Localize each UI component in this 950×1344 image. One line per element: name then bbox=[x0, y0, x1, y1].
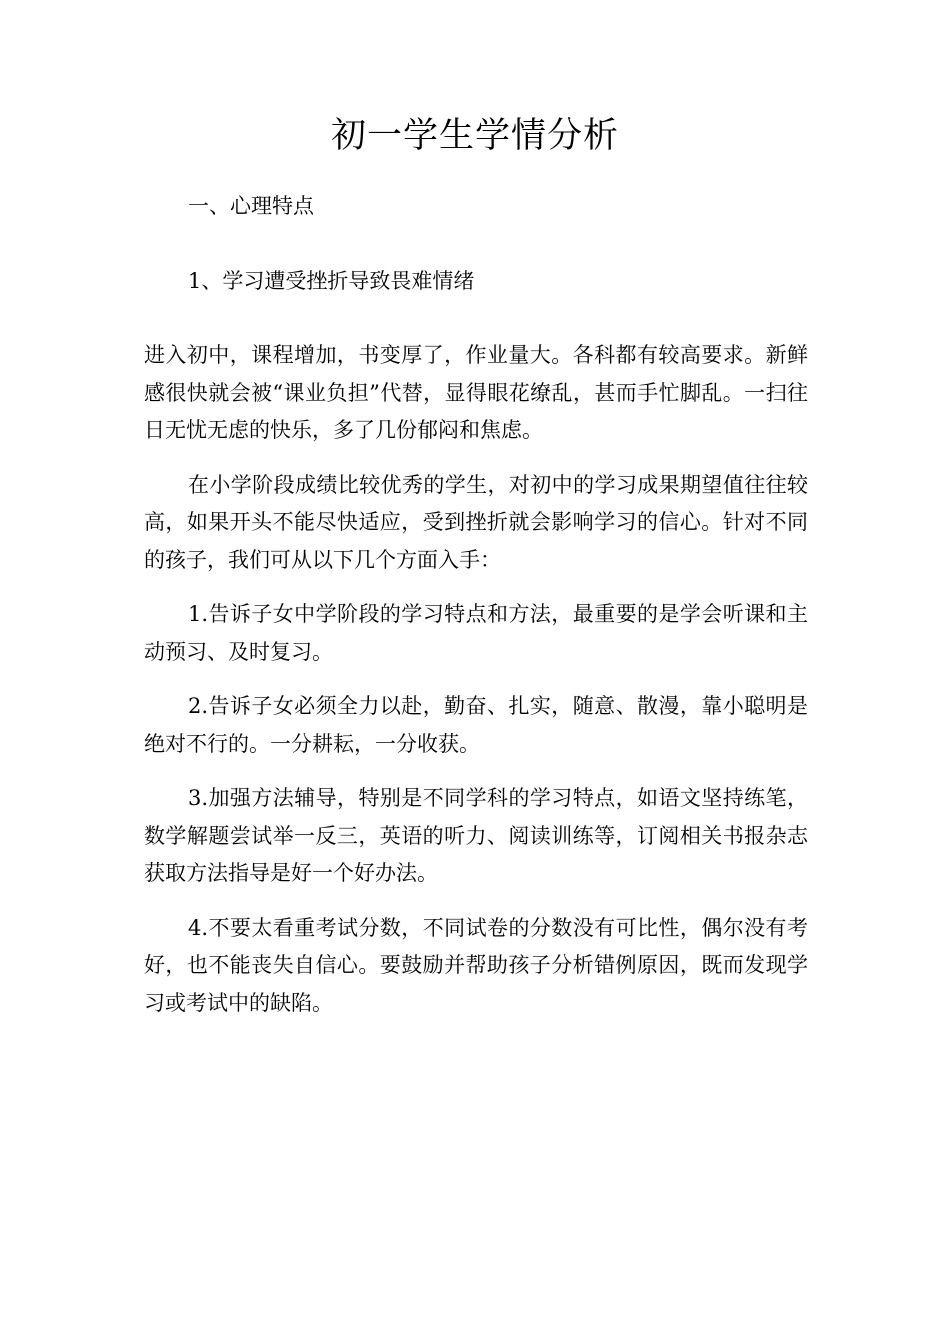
paragraph-2: 在小学阶段成绩比较优秀的学生，对初中的学习成果期望值往往较高，如果开头不能尽快适应，受到挫折就会影响学习的信心。针对不同的孩子，我们可从以下几个方面入手： bbox=[144, 472, 808, 572]
paragraph-4: 2.告诉子女必须全力以赴，勤奋、扎实，随意、散漫，靠小聪明是绝对不行的。一分耕耘，一分收获。 bbox=[144, 694, 808, 756]
document-body bbox=[144, 188, 808, 1039]
paragraph-3: 1.告诉子女中学阶段的学习特点和方法，最重要的是学会听课和主动预习、及时复习。 bbox=[144, 602, 808, 664]
section-heading: 一、心理特点 bbox=[188, 194, 314, 218]
paragraph-1: 进入初中，课程增加，书变厚了，作业量大。各科都有较高要求。新鲜感很快就会被“课业负担”代替，显得眼花缭乱，甚而手忙脚乱。一扫往日无忧无虑的快乐，多了几份郁闷和焦虑。 bbox=[144, 343, 808, 442]
subsection-heading: 1、学习遭受挫折导致畏难情绪 bbox=[188, 268, 475, 293]
paragraph-6: 4.不要太看重考试分数，不同试卷的分数没有可比性，偶尔没有考好，也不能丧失自信心。要鼓励并帮助孩子分析错例原因，既而发现学习或考试中的缺陷。 bbox=[144, 915, 808, 1015]
paragraph-5: 3.加强方法辅导，特别是不同学科的学习特点，如语文坚持练笔，数学解题尝试举一反三，英语的听力、阅读训练等，订阅相关书报杂志获取方法指导是好一个好办法。 bbox=[144, 786, 808, 885]
document-title: 初一学生学情分析 bbox=[330, 116, 619, 156]
